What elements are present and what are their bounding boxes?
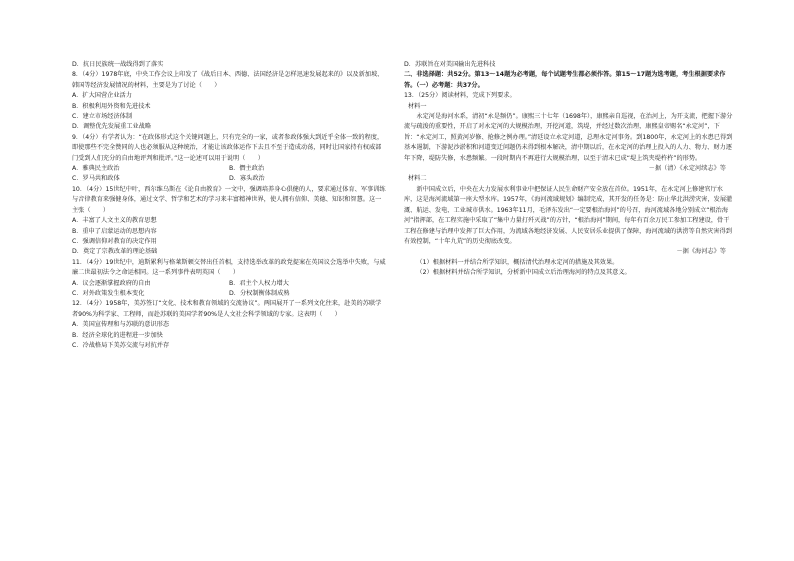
q11-option-c: C．对外政策发生根本变化	[72, 289, 145, 297]
q9-option-c: C．罗马共和政体	[72, 175, 120, 183]
q12-option-b: B．经济全球化的进程进一步加快	[72, 331, 163, 339]
q9-stem: 9．（4分）有学者认为：“在政体形式这个关键问题上，只有完全的一家，或者参政体强大到近乎全体一致的程度，即使那些不完全赞同的人也必须服从这种统治，才能让该政体运作下去且不至于造成动荡，同时让国家持有权威部门受到人们充分的自由地评判和批评。”这一论述可以用于说明（ ）	[72, 133, 384, 162]
q11-options-row2	[72, 289, 386, 299]
q10-option-b: B．重申了启蒙运动的思想内容	[72, 227, 157, 235]
left-column	[72, 60, 386, 351]
q8-option-c: C．建立市场经济体制	[72, 113, 133, 121]
q12-stem: 12．（4分）1958年，美苏签订“文化、技术和教育领域的交流协议”。两国展开了一系列文化往来，赴美的苏联学者90%为科学家、工程师，而赴苏联的美国学者90%是人文社会科学领域的专家。这表明（ ）	[72, 300, 382, 318]
q9-option-a: A．雅典民主政治	[72, 165, 120, 173]
q13-stem: 13．（25分）阅读材料，完成下列要求。	[404, 92, 516, 100]
q8-option-b: B．积极利用外资和先进技术	[72, 102, 151, 110]
material-1-label: 材料一	[408, 102, 427, 110]
q10-option-c: C．强调信仰对教育的决定作用	[72, 237, 157, 245]
q7-option-d: D．抗日民族统一战线得到了落实	[72, 61, 164, 68]
q10-option-d: D．奠定了宗教改革的理论基础	[72, 248, 158, 256]
q9-option-d: D．寡头政治	[229, 175, 265, 183]
q12-option-a: A．美国宣传理和与苏联的意识形态	[72, 321, 170, 329]
q10-option-a: A．丰富了人文主义的教育思想	[72, 217, 157, 225]
material-2-label: 材料二	[408, 175, 427, 183]
material-2-text: 新中国成立后，中央在大力发展水利事业中把保证人民生命财产安全放在首位。1951年，在永定河上修建官厅水库，这是海河流域第一座大型水库。1957年，《海河流域规划》编制完成，其开发的任务是：防止华北洪涝灾害，发展灌溉、航运、发电、工业城市供水。1963年11月，毛泽东发出“一定要根治海河”的号召，海河流域各地分别成立“根治海河”指挥部，在工程实施中采取了“集中力量打歼灭战”的方针，“根治海河”期间，每年有百余万民工参加工程建设，骨干工程在修建与治理中发挥了巨大作用，为流域各地经济发展、人民安居乐业提供了保障，海河流域的洪涝等自然灾害得到有效控制，“十年九荒”的历史彻底改变。	[404, 185, 733, 245]
q8-option-d: D．调整优先发展重工业战略	[72, 123, 152, 131]
q9-option-b: B．僭主政治	[229, 165, 265, 173]
q11-stem: 11．（4分）19世纪中，迪斯累利与格莱斯顿交替出任首相，支持选举改革的政党提案在英国议会选举中失败，与威廉二世最初法令之命运相同。这一系列事件表明英国（ ）	[72, 258, 386, 277]
material-2-source: －据《海河志》等	[676, 248, 726, 256]
q11-option-b: B．君主个人权力增大	[229, 279, 289, 287]
q12-option-d: D．苏联旨在对美国输出先进科技	[404, 61, 496, 68]
q10-stem: 10．（4分）15世纪中叶，西尔维乌斯在《论自由教育》一文中，强调培养身心俱健的人，要求通过体育、军事训练与音律教育来强健身体，通过文学、哲学和艺术的学习来丰富精神世界，使人拥有信仰、美德、知识和智慧。这一主张（ ）	[72, 185, 386, 214]
q11-option-d: D．分权制衡体制成熟	[229, 289, 290, 297]
requirement-2: （2）根据材料并结合所学知识，分析新中国成立后治理海河的特点及其意义。	[416, 269, 631, 277]
material-1-text: 永定河是海河水系，清初“永是频仍”。康熙三十七年（1698年），康熙亲自巡视，在治河上，为开支流，把握下游分流与疏浚的重要性，开启了对永定河的大规模治理，开挖河道，筑堤，并经过数次治理，康熙皇帝赐名“永定河”，下旨：“永定河工，照黄河岁修、抢修之例办理。”清廷设立永定河道，总理永定河事务。到1800年，永定河上的水患已得到基本遏制，下游泥沙淤积和河道变迁问题仍未得到根本解决，清中期以后，在永定河的治理上投入的人力、物力、财力逐年下降，堤防失修，水患频繁。一段时期内不再进行大规模治理，以至于清末已成“堤上筑夹堤杵杵”的形势。	[404, 113, 733, 162]
section-2-heading: 二、非选择题：共52分。第13～14题为必考题，每个试题考生都必须作答。第15～17题为选考题，考生根据要求作答。（一）必考题：共37分。	[404, 71, 726, 89]
requirement-1: （1）根据材料一并结合所学知识，概括清代治理永定河的措施及其效果。	[416, 258, 619, 266]
right-column	[404, 60, 734, 279]
q8-option-a: A．扩大国营企业活力	[72, 92, 132, 100]
q12-option-c: C．冷战格局下美苏交流与对抗并存	[72, 341, 170, 349]
q11-option-a: A．议会逐渐掌握政府的自由	[72, 279, 151, 287]
q9-options-row2	[72, 174, 386, 184]
material-1-source: －据（清）《永定河续志》等	[648, 165, 726, 173]
q8-stem: 8．（4分）1978年底，中央工作会议上印发了《战后日本、西德、法国经济是怎样迅速发展起来的》以及新加坡、韩国等经济发展情况的材料，主要是为了讨论（ ）	[72, 71, 384, 89]
q9-options-row1	[72, 164, 386, 174]
q11-options-row1	[72, 279, 386, 289]
